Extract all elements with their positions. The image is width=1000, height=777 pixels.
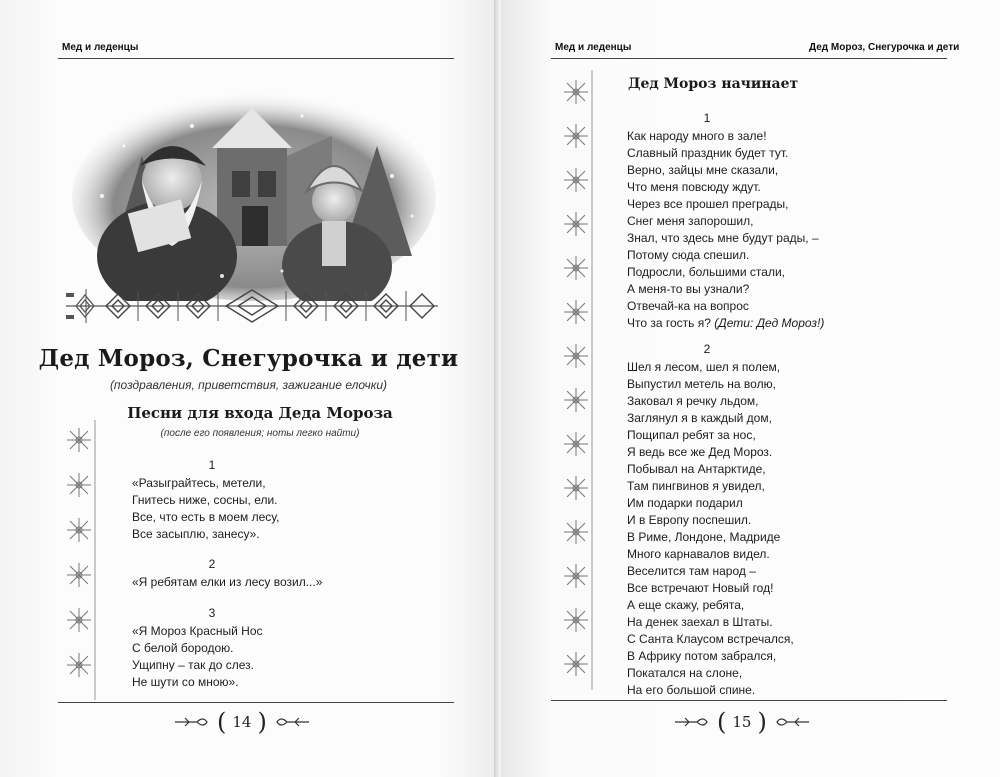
verse-line: Что меня повсюду ждут. bbox=[627, 180, 761, 194]
verse-line: Все встречают Новый год! bbox=[627, 581, 774, 595]
verse-2 bbox=[132, 556, 323, 591]
santa-snow-maiden-illustration bbox=[72, 86, 437, 301]
verse-3 bbox=[132, 605, 292, 691]
verse-line: Шел я лесом, шел я полем, bbox=[627, 360, 781, 374]
verse-line: Там пингвинов я увидел, bbox=[627, 479, 765, 493]
verse-2 bbox=[627, 341, 847, 699]
verse-number: 2 bbox=[703, 342, 711, 356]
verse-line: Отвечай-ка на вопрос bbox=[627, 299, 749, 313]
verse-line: Как народу много в зале! bbox=[627, 129, 767, 143]
page-title: Дед Мороз, Снегурочка и дети bbox=[38, 345, 459, 372]
verse-line: Все засыплю, занесу». bbox=[132, 527, 260, 541]
page-number: 15 bbox=[732, 713, 752, 731]
section-heading: Дед Мороз начинает bbox=[628, 76, 799, 92]
verse-line: Знал, что здесь мне будут рады, – bbox=[627, 231, 819, 245]
verse-line: Верно, зайцы мне сказали, bbox=[627, 163, 779, 177]
verse-line: Веселится там народ – bbox=[627, 564, 756, 578]
verse-line: Много карнавалов видел. bbox=[627, 547, 770, 561]
footer-rule bbox=[551, 700, 947, 701]
verse-line: Побывал на Антарктиде, bbox=[627, 462, 766, 476]
verse-line: С белой бородою. bbox=[132, 641, 234, 655]
verse-line: Через все прошел преграды, bbox=[627, 197, 789, 211]
verse-line: Заковал я речку льдом, bbox=[627, 394, 759, 408]
page-number-ornament-icon bbox=[175, 715, 211, 729]
snowflake-border-icon bbox=[62, 420, 96, 700]
verse-number: 2 bbox=[208, 557, 216, 571]
section-heading: Песни для входа Деда Мороза bbox=[127, 404, 393, 422]
verse-line: Заглянул я в каждый дом, bbox=[627, 411, 772, 425]
verse-line: «Я Мороз Красный Нос bbox=[132, 624, 263, 638]
verse-line: Потому сюда спешил. bbox=[627, 248, 750, 262]
bracket-icon: ( bbox=[717, 708, 727, 736]
snowflake-border-icon bbox=[559, 70, 593, 690]
footer-rule bbox=[58, 702, 454, 703]
verse-line: «Разыграйтесь, метели, bbox=[132, 476, 266, 490]
running-head-left: Мед и леденцы bbox=[555, 42, 632, 53]
bracket-icon: ( bbox=[217, 708, 227, 736]
verse-line: Им подарки подарил bbox=[627, 496, 743, 510]
running-head-left: Мед и леденцы bbox=[62, 42, 139, 53]
verse-line: В Риме, Лондоне, Мадриде bbox=[627, 530, 781, 544]
page-number-ornament-icon bbox=[773, 715, 809, 729]
page-number-ornament-icon bbox=[675, 715, 711, 729]
verse-line: Снег меня запорошил, bbox=[627, 214, 754, 228]
verse-line: С Санта Клаусом встречался, bbox=[627, 632, 794, 646]
verse-number: 3 bbox=[208, 606, 216, 620]
bracket-icon: ) bbox=[757, 708, 767, 736]
verse-line-text: Что за гость я? bbox=[627, 316, 715, 330]
header-rule bbox=[551, 58, 947, 59]
verse-line: В Африку потом забрался, bbox=[627, 649, 777, 663]
page-number: 14 bbox=[232, 713, 252, 731]
verse-line: На денек заехал в Штаты. bbox=[627, 615, 773, 629]
header-rule bbox=[58, 58, 454, 59]
verse-number: 1 bbox=[703, 111, 711, 125]
verse-line: Гнитесь ниже, сосны, ели. bbox=[132, 493, 278, 507]
left-page bbox=[0, 0, 497, 777]
right-page bbox=[503, 0, 1000, 777]
verse-line: А меня-то вы узнали? bbox=[627, 282, 750, 296]
verse-1 bbox=[627, 110, 847, 332]
section-note: (после его появления; ноты легко найти) bbox=[160, 428, 360, 439]
verse-line: Покатался на слоне, bbox=[627, 666, 743, 680]
verse-line: Все, что есть в моем лесу, bbox=[132, 510, 280, 524]
verse-line: Не шути со мною». bbox=[132, 675, 239, 689]
verse-line: На его большой спине. bbox=[627, 683, 756, 697]
verse-line-last bbox=[627, 315, 847, 332]
verse-line: Я ведь все же Дед Мороз. bbox=[627, 445, 773, 459]
verse-line: Ущипну – так до слез. bbox=[132, 658, 255, 672]
verse-line: А еще скажу, ребята, bbox=[627, 598, 745, 612]
verse-line: «Я ребятам елки из лесу возил...» bbox=[132, 575, 323, 589]
page-number-ornament-icon bbox=[273, 715, 309, 729]
children-response: (Дети: Дед Мороз!) bbox=[714, 316, 825, 330]
verse-line: Пощипал ребят за нос, bbox=[627, 428, 756, 442]
verse-line: И в Европу поспешил. bbox=[627, 513, 752, 527]
page-subtitle: (поздравления, приветствия, зажигание елочки) bbox=[109, 378, 388, 392]
verse-line: Выпустил метель на волю, bbox=[627, 377, 776, 391]
verse-number: 1 bbox=[208, 458, 216, 472]
verse-line: Подросли, большими стали, bbox=[627, 265, 785, 279]
folk-ornament-band-icon bbox=[66, 287, 438, 325]
page-number-left bbox=[175, 707, 309, 737]
running-head-right: Дед Мороз, Снегурочка и дети bbox=[809, 42, 960, 53]
verse-line: Славный праздник будет тут. bbox=[627, 146, 789, 160]
bracket-icon: ) bbox=[257, 708, 267, 736]
verse-1 bbox=[132, 457, 292, 543]
page-number-right bbox=[675, 707, 809, 737]
